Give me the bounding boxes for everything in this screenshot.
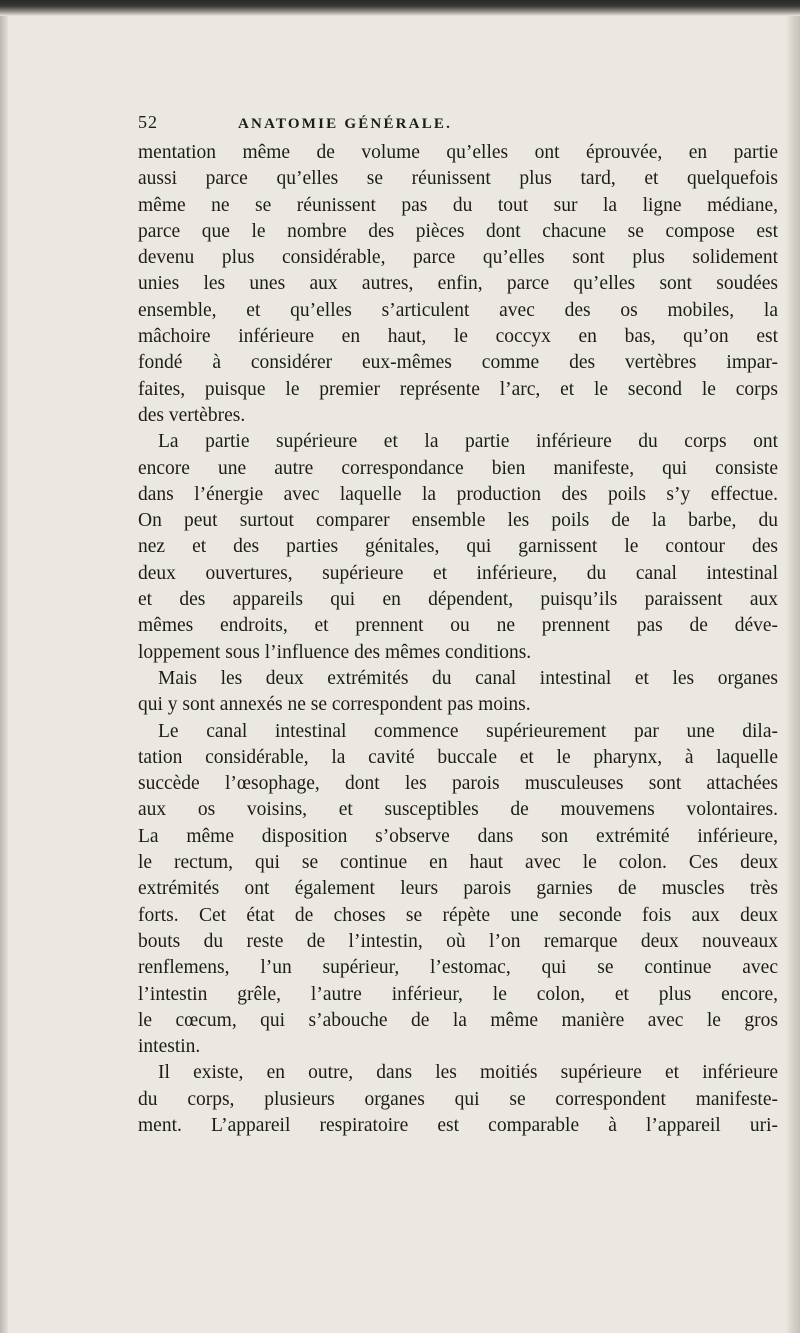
text-line: bouts du reste de l’intestin, où l’on remarque deux nouveaux [138, 930, 778, 952]
text-line: renflemens, l’un supérieur, l’estomac, qui se continue avec [138, 957, 778, 979]
text-line: le cœcum, qui s’abouche de la même manière avec le gros [138, 1009, 778, 1031]
text-line: intestin. [138, 1036, 201, 1058]
text-line: parce que le nombre des pièces dont chacune se compose est [138, 220, 778, 242]
page-header [138, 112, 778, 140]
text-line: mêmes endroits, et prennent ou ne prennent pas de déve- [138, 615, 778, 637]
page-top-edge [0, 0, 800, 16]
text-line: succède l’œsophage, dont les parois musculeuses sont attachées [138, 773, 778, 795]
text-line: mâchoire inférieure en haut, le coccyx en bas, qu’on est [138, 326, 778, 348]
text-line: La partie supérieure et la partie inférieure du corps ont [158, 431, 778, 453]
text-line: deux ouvertures, supérieure et inférieure, du canal intestinal [138, 562, 778, 584]
text-line: La même disposition s’observe dans son extrémité inférieure, [138, 825, 778, 847]
text-line: aussi parce qu’elles se réunissent plus tard, et quelquefois [138, 168, 778, 190]
text-line: qui y sont annexés ne se correspondent pas moins. [138, 694, 531, 716]
text-line: forts. Cet état de choses se répète une seconde fois aux deux [138, 904, 778, 926]
text-line: faites, puisque le premier représente l’arc, et le second le corps [138, 378, 778, 400]
text-line: dans l’énergie avec laquelle la production des poils s’y effectue. [138, 483, 778, 505]
text-line: devenu plus considérable, parce qu’elles sont plus solidement [138, 247, 778, 269]
text-line: fondé à considérer eux-mêmes comme des vertèbres impar- [138, 352, 778, 374]
text-line: aux os voisins, et susceptibles de mouvemens volontaires. [138, 799, 778, 821]
text-line: Il existe, en outre, dans les moitiés supérieure et inférieure [158, 1062, 778, 1084]
text-line: même ne se réunissent pas du tout sur la ligne médiane, [138, 194, 778, 216]
text-line: l’intestin grêle, l’autre inférieur, le colon, et plus encore, [138, 983, 778, 1005]
body-text [138, 140, 778, 1139]
page-right-edge [786, 16, 800, 1333]
running-title: ANATOMIE GÉNÉRALE. [238, 116, 453, 132]
text-line: et des appareils qui en dépendent, puisqu’ils paraissent aux [138, 589, 778, 611]
text-line: tation considérable, la cavité buccale et le pharynx, à laquelle [138, 746, 778, 768]
text-line: unies les unes aux autres, enfin, parce qu’elles sont soudées [138, 273, 778, 295]
text-line: le rectum, qui se continue en haut avec le colon. Ces deux [138, 852, 778, 874]
text-line: ment. L’appareil respiratoire est comparable à l’appareil uri- [138, 1114, 778, 1136]
text-line: loppement sous l’influence des mêmes conditions. [138, 641, 532, 663]
text-line: Le canal intestinal commence supérieurement par une dila- [158, 720, 778, 742]
text-line: Mais les deux extrémités du canal intestinal et les organes [158, 667, 778, 689]
text-line: du corps, plusieurs organes qui se correspondent manifeste- [138, 1088, 778, 1110]
page-left-edge [0, 16, 8, 1333]
text-line: ensemble, et qu’elles s’articulent avec des os mobiles, la [138, 299, 778, 321]
text-line: encore une autre correspondance bien manifeste, qui consiste [138, 457, 778, 479]
text-line: extrémités ont également leurs parois garnies de muscles très [138, 878, 778, 900]
text-line: mentation même de volume qu’elles ont éprouvée, en partie [138, 142, 778, 163]
text-line: On peut surtout comparer ensemble les poils de la barbe, du [138, 510, 778, 532]
text-line: des vertèbres. [138, 404, 246, 426]
page-number: 52 [138, 112, 158, 132]
text-line: nez et des parties génitales, qui garnissent le contour des [138, 536, 778, 558]
